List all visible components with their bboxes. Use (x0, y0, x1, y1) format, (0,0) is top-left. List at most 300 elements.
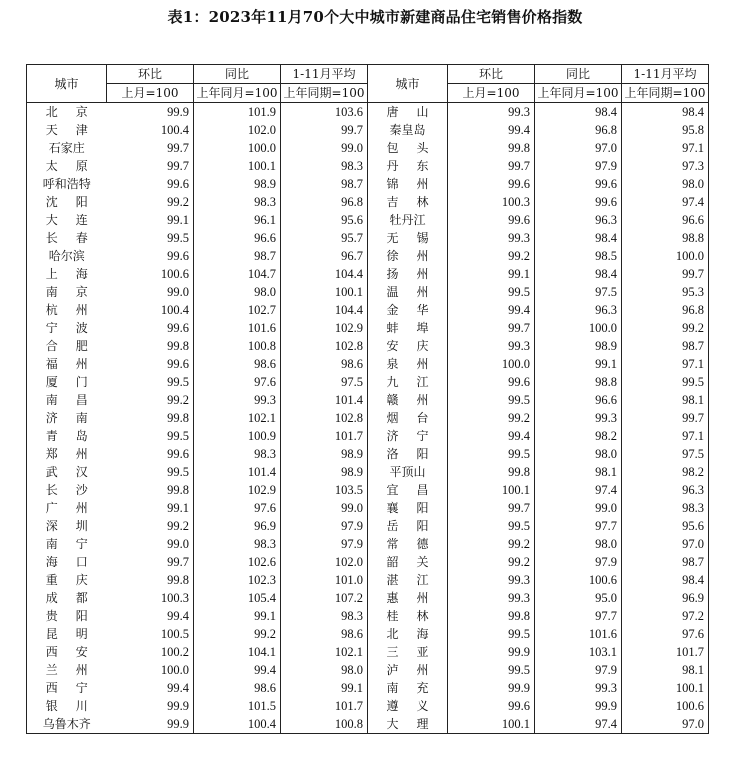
left-mom-cell: 99.8 (107, 481, 194, 499)
left-yoy-cell: 99.1 (194, 607, 281, 625)
right-mom-cell: 99.7 (448, 499, 535, 517)
right-city-cell: 常德 (368, 535, 448, 553)
left-yoy-cell: 98.9 (194, 175, 281, 193)
left-mom-cell: 100.4 (107, 301, 194, 319)
left-mom-cell: 99.4 (107, 679, 194, 697)
left-yoy-cell: 104.1 (194, 643, 281, 661)
table-row (27, 427, 709, 445)
table-row (27, 139, 709, 157)
left-avg-cell: 97.5 (281, 373, 368, 391)
right-city-cell: 九江 (368, 373, 448, 391)
right-mom-cell: 99.8 (448, 139, 535, 157)
right-city-cell: 赣州 (368, 391, 448, 409)
right-city-cell: 吉林 (368, 193, 448, 211)
right-avg-cell: 98.2 (622, 463, 709, 481)
right-yoy-cell: 97.7 (535, 517, 622, 535)
left-mom-cell: 99.0 (107, 283, 194, 301)
right-yoy-cell: 103.1 (535, 643, 622, 661)
right-mom-cell: 99.1 (448, 265, 535, 283)
left-mom-cell: 100.6 (107, 265, 194, 283)
left-city-cell: 南昌 (27, 391, 107, 409)
right-yoy-cell: 97.9 (535, 553, 622, 571)
right-yoy-cell: 97.4 (535, 715, 622, 734)
right-avg-cell: 98.7 (622, 337, 709, 355)
right-avg-cell: 95.8 (622, 121, 709, 139)
right-city-cell: 蚌埠 (368, 319, 448, 337)
left-yoy-cell: 99.3 (194, 391, 281, 409)
table-row (27, 715, 709, 734)
right-avg-cell: 97.6 (622, 625, 709, 643)
table-row (27, 319, 709, 337)
right-mom-cell: 99.7 (448, 157, 535, 175)
right-city-cell: 安庆 (368, 337, 448, 355)
left-avg-cell: 99.1 (281, 679, 368, 697)
left-city-cell: 重庆 (27, 571, 107, 589)
right-city-cell: 徐州 (368, 247, 448, 265)
right-yoy-cell: 97.9 (535, 157, 622, 175)
left-avg-cell: 97.9 (281, 517, 368, 535)
left-city-cell: 沈阳 (27, 193, 107, 211)
right-mom-cell: 99.4 (448, 301, 535, 319)
table-row (27, 445, 709, 463)
price-index-table (26, 64, 709, 734)
left-city-cell: 郑州 (27, 445, 107, 463)
right-mom-cell: 100.1 (448, 715, 535, 734)
left-avg-cell: 104.4 (281, 301, 368, 319)
left-avg-cell: 104.4 (281, 265, 368, 283)
right-mom-cell: 99.3 (448, 571, 535, 589)
right-city-cell: 三亚 (368, 643, 448, 661)
table-row (27, 229, 709, 247)
left-mom-cell: 100.5 (107, 625, 194, 643)
table-title: 表1：2023年11月70个大中城市新建商品住宅销售价格指数 (167, 8, 583, 26)
left-city-cell: 广州 (27, 499, 107, 517)
right-yoy-cell: 100.0 (535, 319, 622, 337)
left-mom-cell: 99.9 (107, 697, 194, 715)
right-mom-cell: 99.6 (448, 373, 535, 391)
right-avg-cell: 97.0 (622, 535, 709, 553)
right-avg-cell: 98.3 (622, 499, 709, 517)
left-yoy-cell: 98.7 (194, 247, 281, 265)
right-yoy-cell: 96.6 (535, 391, 622, 409)
right-avg-cell: 96.6 (622, 211, 709, 229)
left-avg-cell: 98.9 (281, 463, 368, 481)
header-yoy-left: 同比 (194, 65, 281, 84)
table-row (27, 643, 709, 661)
header-mom-left: 环比 (107, 65, 194, 84)
right-mom-cell: 99.3 (448, 229, 535, 247)
right-yoy-cell: 97.9 (535, 661, 622, 679)
left-yoy-cell: 98.6 (194, 355, 281, 373)
right-yoy-cell: 98.9 (535, 337, 622, 355)
header-avg-left: 1-11月平均 (281, 65, 368, 84)
right-avg-cell: 98.1 (622, 391, 709, 409)
right-mom-cell: 99.2 (448, 247, 535, 265)
left-yoy-cell: 98.3 (194, 535, 281, 553)
right-yoy-cell: 99.3 (535, 679, 622, 697)
left-mom-cell: 99.6 (107, 319, 194, 337)
left-city-cell: 长沙 (27, 481, 107, 499)
header-mom-sub-right: 上月=100 (448, 84, 535, 103)
table-row (27, 571, 709, 589)
right-yoy-cell: 98.5 (535, 247, 622, 265)
right-mom-cell: 99.2 (448, 409, 535, 427)
right-yoy-cell: 96.8 (535, 121, 622, 139)
right-mom-cell: 99.8 (448, 463, 535, 481)
right-avg-cell: 98.0 (622, 175, 709, 193)
left-city-cell: 大连 (27, 211, 107, 229)
right-city-cell: 平顶山 (368, 463, 448, 481)
table-row (27, 589, 709, 607)
header-avg-right: 1-11月平均 (622, 65, 709, 84)
right-city-cell: 扬州 (368, 265, 448, 283)
left-mom-cell: 99.6 (107, 175, 194, 193)
left-yoy-cell: 102.6 (194, 553, 281, 571)
left-mom-cell: 99.0 (107, 535, 194, 553)
left-mom-cell: 99.7 (107, 553, 194, 571)
right-mom-cell: 100.3 (448, 193, 535, 211)
table-row (27, 409, 709, 427)
left-yoy-cell: 102.9 (194, 481, 281, 499)
left-city-cell: 长春 (27, 229, 107, 247)
right-avg-cell: 98.4 (622, 571, 709, 589)
table-row (27, 193, 709, 211)
right-avg-cell: 99.7 (622, 265, 709, 283)
left-mom-cell: 99.8 (107, 409, 194, 427)
left-avg-cell: 99.7 (281, 121, 368, 139)
left-yoy-cell: 100.9 (194, 427, 281, 445)
right-avg-cell: 100.1 (622, 679, 709, 697)
left-yoy-cell: 97.6 (194, 499, 281, 517)
left-yoy-cell: 97.6 (194, 373, 281, 391)
right-avg-cell: 97.1 (622, 139, 709, 157)
left-city-cell: 石家庄 (27, 139, 107, 157)
right-city-cell: 丹东 (368, 157, 448, 175)
right-mom-cell: 99.8 (448, 607, 535, 625)
left-yoy-cell: 101.9 (194, 103, 281, 122)
left-avg-cell: 102.9 (281, 319, 368, 337)
left-city-cell: 乌鲁木齐 (27, 715, 107, 734)
right-yoy-cell: 98.4 (535, 265, 622, 283)
right-mom-cell: 99.3 (448, 337, 535, 355)
left-avg-cell: 102.8 (281, 337, 368, 355)
left-avg-cell: 98.3 (281, 607, 368, 625)
left-avg-cell: 103.5 (281, 481, 368, 499)
left-yoy-cell: 96.1 (194, 211, 281, 229)
left-city-cell: 海口 (27, 553, 107, 571)
table-row (27, 517, 709, 535)
left-mom-cell: 100.0 (107, 661, 194, 679)
left-yoy-cell: 104.7 (194, 265, 281, 283)
right-avg-cell: 97.1 (622, 427, 709, 445)
right-mom-cell: 99.5 (448, 517, 535, 535)
right-city-cell: 北海 (368, 625, 448, 643)
left-avg-cell: 102.1 (281, 643, 368, 661)
left-yoy-cell: 102.7 (194, 301, 281, 319)
left-city-cell: 西安 (27, 643, 107, 661)
right-avg-cell: 95.3 (622, 283, 709, 301)
left-yoy-cell: 102.0 (194, 121, 281, 139)
table-row (27, 499, 709, 517)
left-yoy-cell: 98.6 (194, 679, 281, 697)
right-city-cell: 湛江 (368, 571, 448, 589)
header-yoy-sub-right: 上年同月=100 (535, 84, 622, 103)
right-avg-cell: 97.0 (622, 715, 709, 734)
header-avg-sub-left: 上年同期=100 (281, 84, 368, 103)
left-city-cell: 西宁 (27, 679, 107, 697)
table-row (27, 337, 709, 355)
left-city-cell: 合肥 (27, 337, 107, 355)
right-avg-cell: 96.3 (622, 481, 709, 499)
left-city-cell: 银川 (27, 697, 107, 715)
right-avg-cell: 100.0 (622, 247, 709, 265)
table-row (27, 355, 709, 373)
right-mom-cell: 99.5 (448, 625, 535, 643)
left-city-cell: 深圳 (27, 517, 107, 535)
table-row (27, 607, 709, 625)
header-mom-sub-left: 上月=100 (107, 84, 194, 103)
left-city-cell: 哈尔滨 (27, 247, 107, 265)
right-mom-cell: 99.5 (448, 445, 535, 463)
left-avg-cell: 100.1 (281, 283, 368, 301)
right-mom-cell: 100.0 (448, 355, 535, 373)
left-yoy-cell: 102.1 (194, 409, 281, 427)
right-city-cell: 大理 (368, 715, 448, 734)
table-row (27, 175, 709, 193)
right-yoy-cell: 98.4 (535, 229, 622, 247)
right-city-cell: 岳阳 (368, 517, 448, 535)
left-avg-cell: 98.6 (281, 355, 368, 373)
right-city-cell: 无锡 (368, 229, 448, 247)
right-city-cell: 包头 (368, 139, 448, 157)
left-mom-cell: 99.8 (107, 571, 194, 589)
left-yoy-cell: 98.3 (194, 445, 281, 463)
right-city-cell: 韶关 (368, 553, 448, 571)
left-city-cell: 南京 (27, 283, 107, 301)
header-yoy-sub-left: 上年同月=100 (194, 84, 281, 103)
right-yoy-cell: 96.3 (535, 301, 622, 319)
left-mom-cell: 100.3 (107, 589, 194, 607)
right-avg-cell: 97.2 (622, 607, 709, 625)
right-city-cell: 烟台 (368, 409, 448, 427)
right-avg-cell: 96.9 (622, 589, 709, 607)
header-city-left: 城市 (27, 65, 107, 103)
table-row (27, 283, 709, 301)
header-avg-sub-right: 上年同期=100 (622, 84, 709, 103)
right-yoy-cell: 98.0 (535, 535, 622, 553)
right-yoy-cell: 99.9 (535, 697, 622, 715)
left-city-cell: 福州 (27, 355, 107, 373)
right-yoy-cell: 101.6 (535, 625, 622, 643)
right-avg-cell: 99.5 (622, 373, 709, 391)
left-mom-cell: 99.6 (107, 445, 194, 463)
right-mom-cell: 99.4 (448, 427, 535, 445)
right-avg-cell: 97.1 (622, 355, 709, 373)
left-yoy-cell: 98.3 (194, 193, 281, 211)
left-mom-cell: 100.2 (107, 643, 194, 661)
left-avg-cell: 107.2 (281, 589, 368, 607)
left-avg-cell: 98.6 (281, 625, 368, 643)
table-row (27, 481, 709, 499)
left-city-cell: 南宁 (27, 535, 107, 553)
left-city-cell: 北京 (27, 103, 107, 122)
left-avg-cell: 101.4 (281, 391, 368, 409)
left-city-cell: 上海 (27, 265, 107, 283)
right-city-cell: 牡丹江 (368, 211, 448, 229)
right-city-cell: 金华 (368, 301, 448, 319)
left-yoy-cell: 98.0 (194, 283, 281, 301)
left-yoy-cell: 99.4 (194, 661, 281, 679)
left-mom-cell: 99.7 (107, 139, 194, 157)
right-city-cell: 南充 (368, 679, 448, 697)
right-mom-cell: 99.6 (448, 697, 535, 715)
left-mom-cell: 99.5 (107, 427, 194, 445)
right-city-cell: 济宁 (368, 427, 448, 445)
right-city-cell: 遵义 (368, 697, 448, 715)
left-avg-cell: 103.6 (281, 103, 368, 122)
right-avg-cell: 101.7 (622, 643, 709, 661)
table-row (27, 373, 709, 391)
left-avg-cell: 102.0 (281, 553, 368, 571)
right-city-cell: 温州 (368, 283, 448, 301)
left-yoy-cell: 100.1 (194, 157, 281, 175)
right-mom-cell: 99.5 (448, 391, 535, 409)
right-yoy-cell: 99.6 (535, 175, 622, 193)
table-row (27, 625, 709, 643)
table-row (27, 265, 709, 283)
left-avg-cell: 98.7 (281, 175, 368, 193)
header-mom-right: 环比 (448, 65, 535, 84)
left-mom-cell: 99.1 (107, 499, 194, 517)
right-mom-cell: 99.6 (448, 175, 535, 193)
left-yoy-cell: 96.9 (194, 517, 281, 535)
right-yoy-cell: 97.5 (535, 283, 622, 301)
right-avg-cell: 99.7 (622, 409, 709, 427)
left-mom-cell: 99.4 (107, 607, 194, 625)
right-mom-cell: 99.5 (448, 661, 535, 679)
right-yoy-cell: 98.8 (535, 373, 622, 391)
right-mom-cell: 99.6 (448, 211, 535, 229)
right-yoy-cell: 98.2 (535, 427, 622, 445)
right-city-cell: 桂林 (368, 607, 448, 625)
left-city-cell: 呼和浩特 (27, 175, 107, 193)
left-yoy-cell: 100.8 (194, 337, 281, 355)
right-avg-cell: 95.6 (622, 517, 709, 535)
right-mom-cell: 99.5 (448, 283, 535, 301)
left-mom-cell: 99.6 (107, 247, 194, 265)
right-mom-cell: 99.9 (448, 679, 535, 697)
table-row (27, 535, 709, 553)
right-city-cell: 宜昌 (368, 481, 448, 499)
right-mom-cell: 99.3 (448, 589, 535, 607)
left-city-cell: 青岛 (27, 427, 107, 445)
right-yoy-cell: 100.6 (535, 571, 622, 589)
left-yoy-cell: 101.5 (194, 697, 281, 715)
left-avg-cell: 96.8 (281, 193, 368, 211)
table-row (27, 697, 709, 715)
right-avg-cell: 98.4 (622, 103, 709, 122)
left-yoy-cell: 102.3 (194, 571, 281, 589)
right-yoy-cell: 97.4 (535, 481, 622, 499)
left-yoy-cell: 99.2 (194, 625, 281, 643)
right-city-cell: 惠州 (368, 589, 448, 607)
left-yoy-cell: 105.4 (194, 589, 281, 607)
left-yoy-cell: 100.4 (194, 715, 281, 734)
table-row (27, 661, 709, 679)
left-avg-cell: 97.9 (281, 535, 368, 553)
right-city-cell: 秦皇岛 (368, 121, 448, 139)
right-avg-cell: 97.3 (622, 157, 709, 175)
table-row (27, 301, 709, 319)
left-avg-cell: 101.0 (281, 571, 368, 589)
left-avg-cell: 99.0 (281, 139, 368, 157)
left-avg-cell: 102.8 (281, 409, 368, 427)
left-avg-cell: 95.6 (281, 211, 368, 229)
right-yoy-cell: 99.6 (535, 193, 622, 211)
left-yoy-cell: 100.0 (194, 139, 281, 157)
table-row (27, 679, 709, 697)
left-avg-cell: 101.7 (281, 427, 368, 445)
left-yoy-cell: 101.6 (194, 319, 281, 337)
left-avg-cell: 98.9 (281, 445, 368, 463)
right-city-cell: 泉州 (368, 355, 448, 373)
right-avg-cell: 96.8 (622, 301, 709, 319)
right-avg-cell: 97.4 (622, 193, 709, 211)
left-city-cell: 天津 (27, 121, 107, 139)
right-mom-cell: 99.4 (448, 121, 535, 139)
left-mom-cell: 99.9 (107, 103, 194, 122)
right-yoy-cell: 98.0 (535, 445, 622, 463)
left-city-cell: 武汉 (27, 463, 107, 481)
right-avg-cell: 98.8 (622, 229, 709, 247)
right-avg-cell: 98.1 (622, 661, 709, 679)
header-yoy-right: 同比 (535, 65, 622, 84)
right-yoy-cell: 95.0 (535, 589, 622, 607)
table-row (27, 103, 709, 122)
left-mom-cell: 99.5 (107, 229, 194, 247)
right-city-cell: 襄阳 (368, 499, 448, 517)
table-row (27, 211, 709, 229)
left-city-cell: 兰州 (27, 661, 107, 679)
table-row (27, 121, 709, 139)
left-mom-cell: 99.5 (107, 463, 194, 481)
left-city-cell: 太原 (27, 157, 107, 175)
left-avg-cell: 99.0 (281, 499, 368, 517)
left-city-cell: 成都 (27, 589, 107, 607)
left-mom-cell: 99.2 (107, 193, 194, 211)
right-yoy-cell: 99.3 (535, 409, 622, 427)
left-yoy-cell: 96.6 (194, 229, 281, 247)
right-mom-cell: 99.2 (448, 535, 535, 553)
right-yoy-cell: 99.0 (535, 499, 622, 517)
left-avg-cell: 95.7 (281, 229, 368, 247)
left-avg-cell: 96.7 (281, 247, 368, 265)
right-mom-cell: 99.9 (448, 643, 535, 661)
left-mom-cell: 99.2 (107, 517, 194, 535)
table-row (27, 157, 709, 175)
right-yoy-cell: 98.1 (535, 463, 622, 481)
left-city-cell: 济南 (27, 409, 107, 427)
right-avg-cell: 100.6 (622, 697, 709, 715)
right-city-cell: 锦州 (368, 175, 448, 193)
right-mom-cell: 99.2 (448, 553, 535, 571)
right-avg-cell: 97.5 (622, 445, 709, 463)
right-city-cell: 唐山 (368, 103, 448, 122)
left-city-cell: 贵阳 (27, 607, 107, 625)
left-avg-cell: 98.0 (281, 661, 368, 679)
left-mom-cell: 99.9 (107, 715, 194, 734)
left-avg-cell: 100.8 (281, 715, 368, 734)
